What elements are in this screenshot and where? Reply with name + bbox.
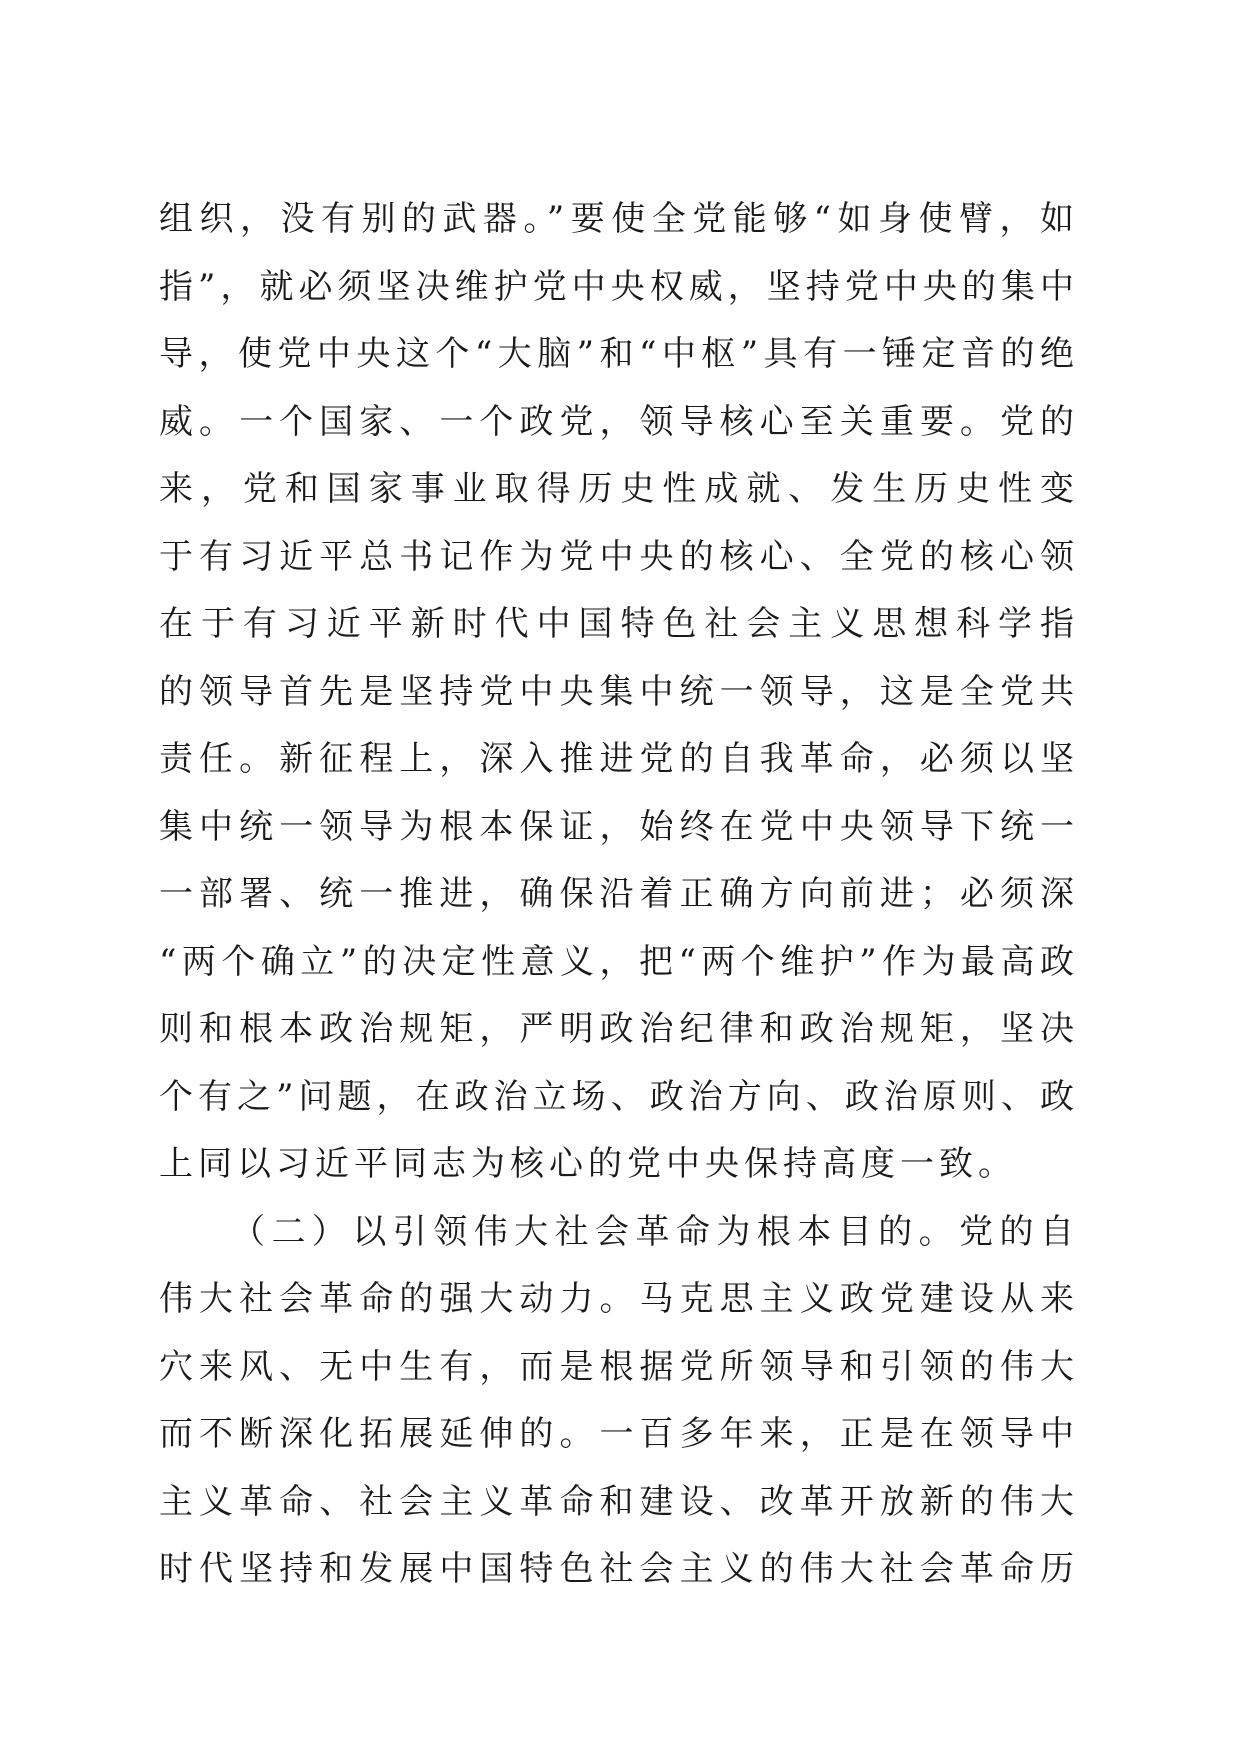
text-line: 在于有习近平新时代中国特色社会主义思想科学指 [159, 604, 1079, 644]
text-line: 上同以习近平同志为核心的党中央保持高度一致。 [159, 1144, 1017, 1184]
paragraph-1 [159, 186, 1079, 1199]
text-line: 时代坚持和发展中国特色社会主义的伟大社会革命历 [159, 1549, 1079, 1589]
text-line: “两个确立”的决定性意义，把“两个维护”作为最高政 [159, 941, 1079, 982]
section-heading-line: （二）以引领伟大社会革命为根本目的。党的自 [231, 1211, 1079, 1252]
text-line: 个有之”问题，在政治立场、政治方向、政治原则、政 [159, 1076, 1079, 1117]
paragraph-2 [159, 1199, 1079, 1604]
text-line: 穴来风、无中生有，而是根据党所领导和引领的伟大 [159, 1346, 1079, 1387]
text-line: 一部署、统一推进，确保沿着正确方向前进；必须深 [159, 874, 1079, 914]
text-line: 伟大社会革命的强大动力。马克思主义政党建设从来 [159, 1279, 1079, 1319]
text-line: 主义革命、社会主义革命和建设、改革开放新的伟大 [159, 1481, 1079, 1522]
text-line: 而不断深化拓展延伸的。一百多年来，正是在领导中 [159, 1414, 1079, 1454]
text-line: 的领导首先是坚持党中央集中统一领导，这是全党共 [159, 671, 1079, 712]
text-line: 责任。新征程上，深入推进党的自我革命，必须以坚 [159, 739, 1079, 779]
text-line: 则和根本政治规矩，严明政治纪律和政治规矩，坚决 [159, 1009, 1079, 1049]
text-line: 导，使党中央这个“大脑”和“中枢”具有一锤定音的绝 [159, 334, 1079, 374]
body-text [159, 186, 1079, 1604]
text-line: 指”，就必须坚决维护党中央权威，坚持党中央的集中 [159, 266, 1079, 307]
text-line: 来，党和国家事业取得历史性成就、发生历史性变 [159, 469, 1079, 509]
text-line: 集中统一领导为根本保证，始终在党中央领导下统一 [159, 806, 1079, 847]
text-line: 威。一个国家、一个政党，领导核心至关重要。党的 [159, 401, 1079, 442]
text-line: 于有习近平总书记作为党中央的核心、全党的核心领 [159, 536, 1079, 577]
text-line: 组织，没有别的武器。”要使全党能够“如身使臂，如 [159, 199, 1079, 239]
